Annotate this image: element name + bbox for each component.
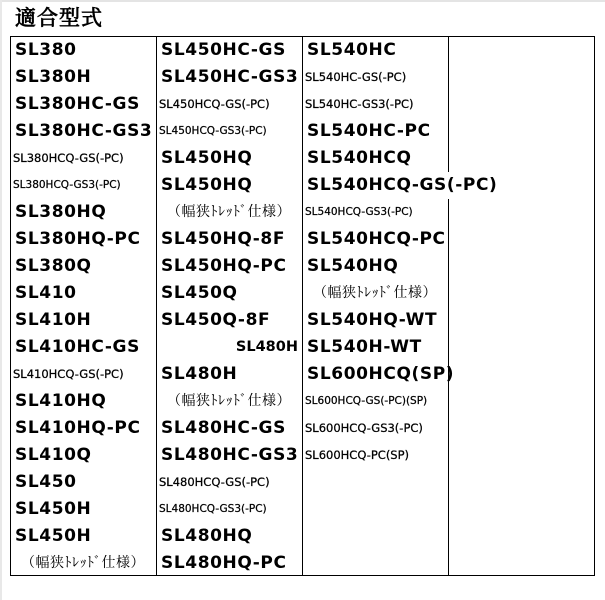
model-cell-wrapper [303,172,498,199]
model-cell: SL380HC-GS3 [15,121,153,141]
model-cell: SL600HCQ-GS3(-PC) [305,421,423,435]
model-cell: SL380HQ [15,202,107,222]
model-cell: SL540HCQ-PC [307,229,446,249]
model-cell: SL480H [161,364,238,384]
model-cell: SL450HCQ-GS3(-PC) [159,125,267,137]
model-cell: SL480HQ [161,526,253,546]
model-cell: SL380Q [15,256,92,276]
model-cell: SL450Q [161,283,238,303]
model-cell: SL540HC-GS(-PC) [305,70,407,84]
model-column-1 [11,37,157,575]
compatible-models-table [10,36,595,576]
model-cell: SL540HQ-WT [307,310,438,330]
model-column-3 [303,37,498,575]
model-cell: SL450 [15,472,77,492]
model-cell: SL410 [15,283,77,303]
model-cell: SL480HQ-PC [161,553,287,573]
model-cell: SL540HC-PC [307,121,431,141]
model-cell: SL540HCQ [307,148,412,168]
model-cell: SL410HQ-PC [15,418,141,438]
model-column-4 [449,37,594,575]
image-frame-top [0,0,605,2]
model-cell: SL450H [15,499,92,519]
model-cell: SL600HCQ(SP) [307,364,455,384]
model-cell: SL540HC [307,40,397,60]
model-cell: SL380HQ-PC [15,229,141,249]
model-cell: SL540HC-GS3(-PC) [305,97,414,111]
model-cell: SL600HCQ-PC(SP) [305,448,410,462]
model-cell: SL540HCQ-GS3(-PC) [305,206,413,218]
model-cell: SL410Q [15,445,92,465]
model-cell: SL450HCQ-GS(-PC) [159,97,270,111]
model-cell: SL410HQ [15,391,107,411]
model-cell: SL480HCQ-GS3(-PC) [159,503,267,515]
model-cell: SL450HC-GS [161,40,286,60]
model-cell: SL450HQ [161,148,253,168]
model-cell: SL450H [15,526,92,546]
model-cell: SL540H-WT [307,337,422,357]
model-cell: SL410HCQ-GS(-PC) [13,367,124,381]
model-cell: SL540HQ [307,256,399,276]
model-cell: SL410H [15,310,92,330]
model-cell: SL480HCQ-GS(-PC) [159,475,270,489]
model-cell: SL450HQ [161,175,253,195]
model-cell: SL480HC-GS3 [161,445,299,465]
model-cell: SL540HCQ-GS(-PC) [303,172,499,199]
model-column-2 [157,37,303,575]
model-cell: SL380HCQ-GS3(-PC) [13,179,121,191]
model-cell: SL450Q-8F [161,310,271,330]
image-frame-left [0,0,2,600]
model-cell: （幅狭ﾄﾚｯﾄﾞ仕様） [167,393,291,409]
model-cell: SL480H [235,339,298,355]
model-cell: SL450HQ-8F [161,229,286,249]
model-cell: （幅狭ﾄﾚｯﾄﾞ仕様） [313,285,437,301]
model-cell: SL410HC-GS [15,337,140,357]
model-cell: SL450HQ-PC [161,256,287,276]
page-title: 適合型式 [15,6,103,30]
model-cell: （幅狭ﾄﾚｯﾄﾞ仕様） [167,204,291,220]
model-cell: SL600HCQ-GS(-PC)(SP) [305,395,428,407]
model-cell: SL480HC-GS [161,418,286,438]
model-cell: （幅狭ﾄﾚｯﾄﾞ仕様） [21,555,145,571]
model-cell: SL380HC-GS [15,94,140,114]
model-cell: SL380HCQ-GS(-PC) [13,151,124,165]
model-cell: SL450HC-GS3 [161,67,299,87]
model-cell: SL380 [15,40,77,60]
model-cell: SL380H [15,67,92,87]
